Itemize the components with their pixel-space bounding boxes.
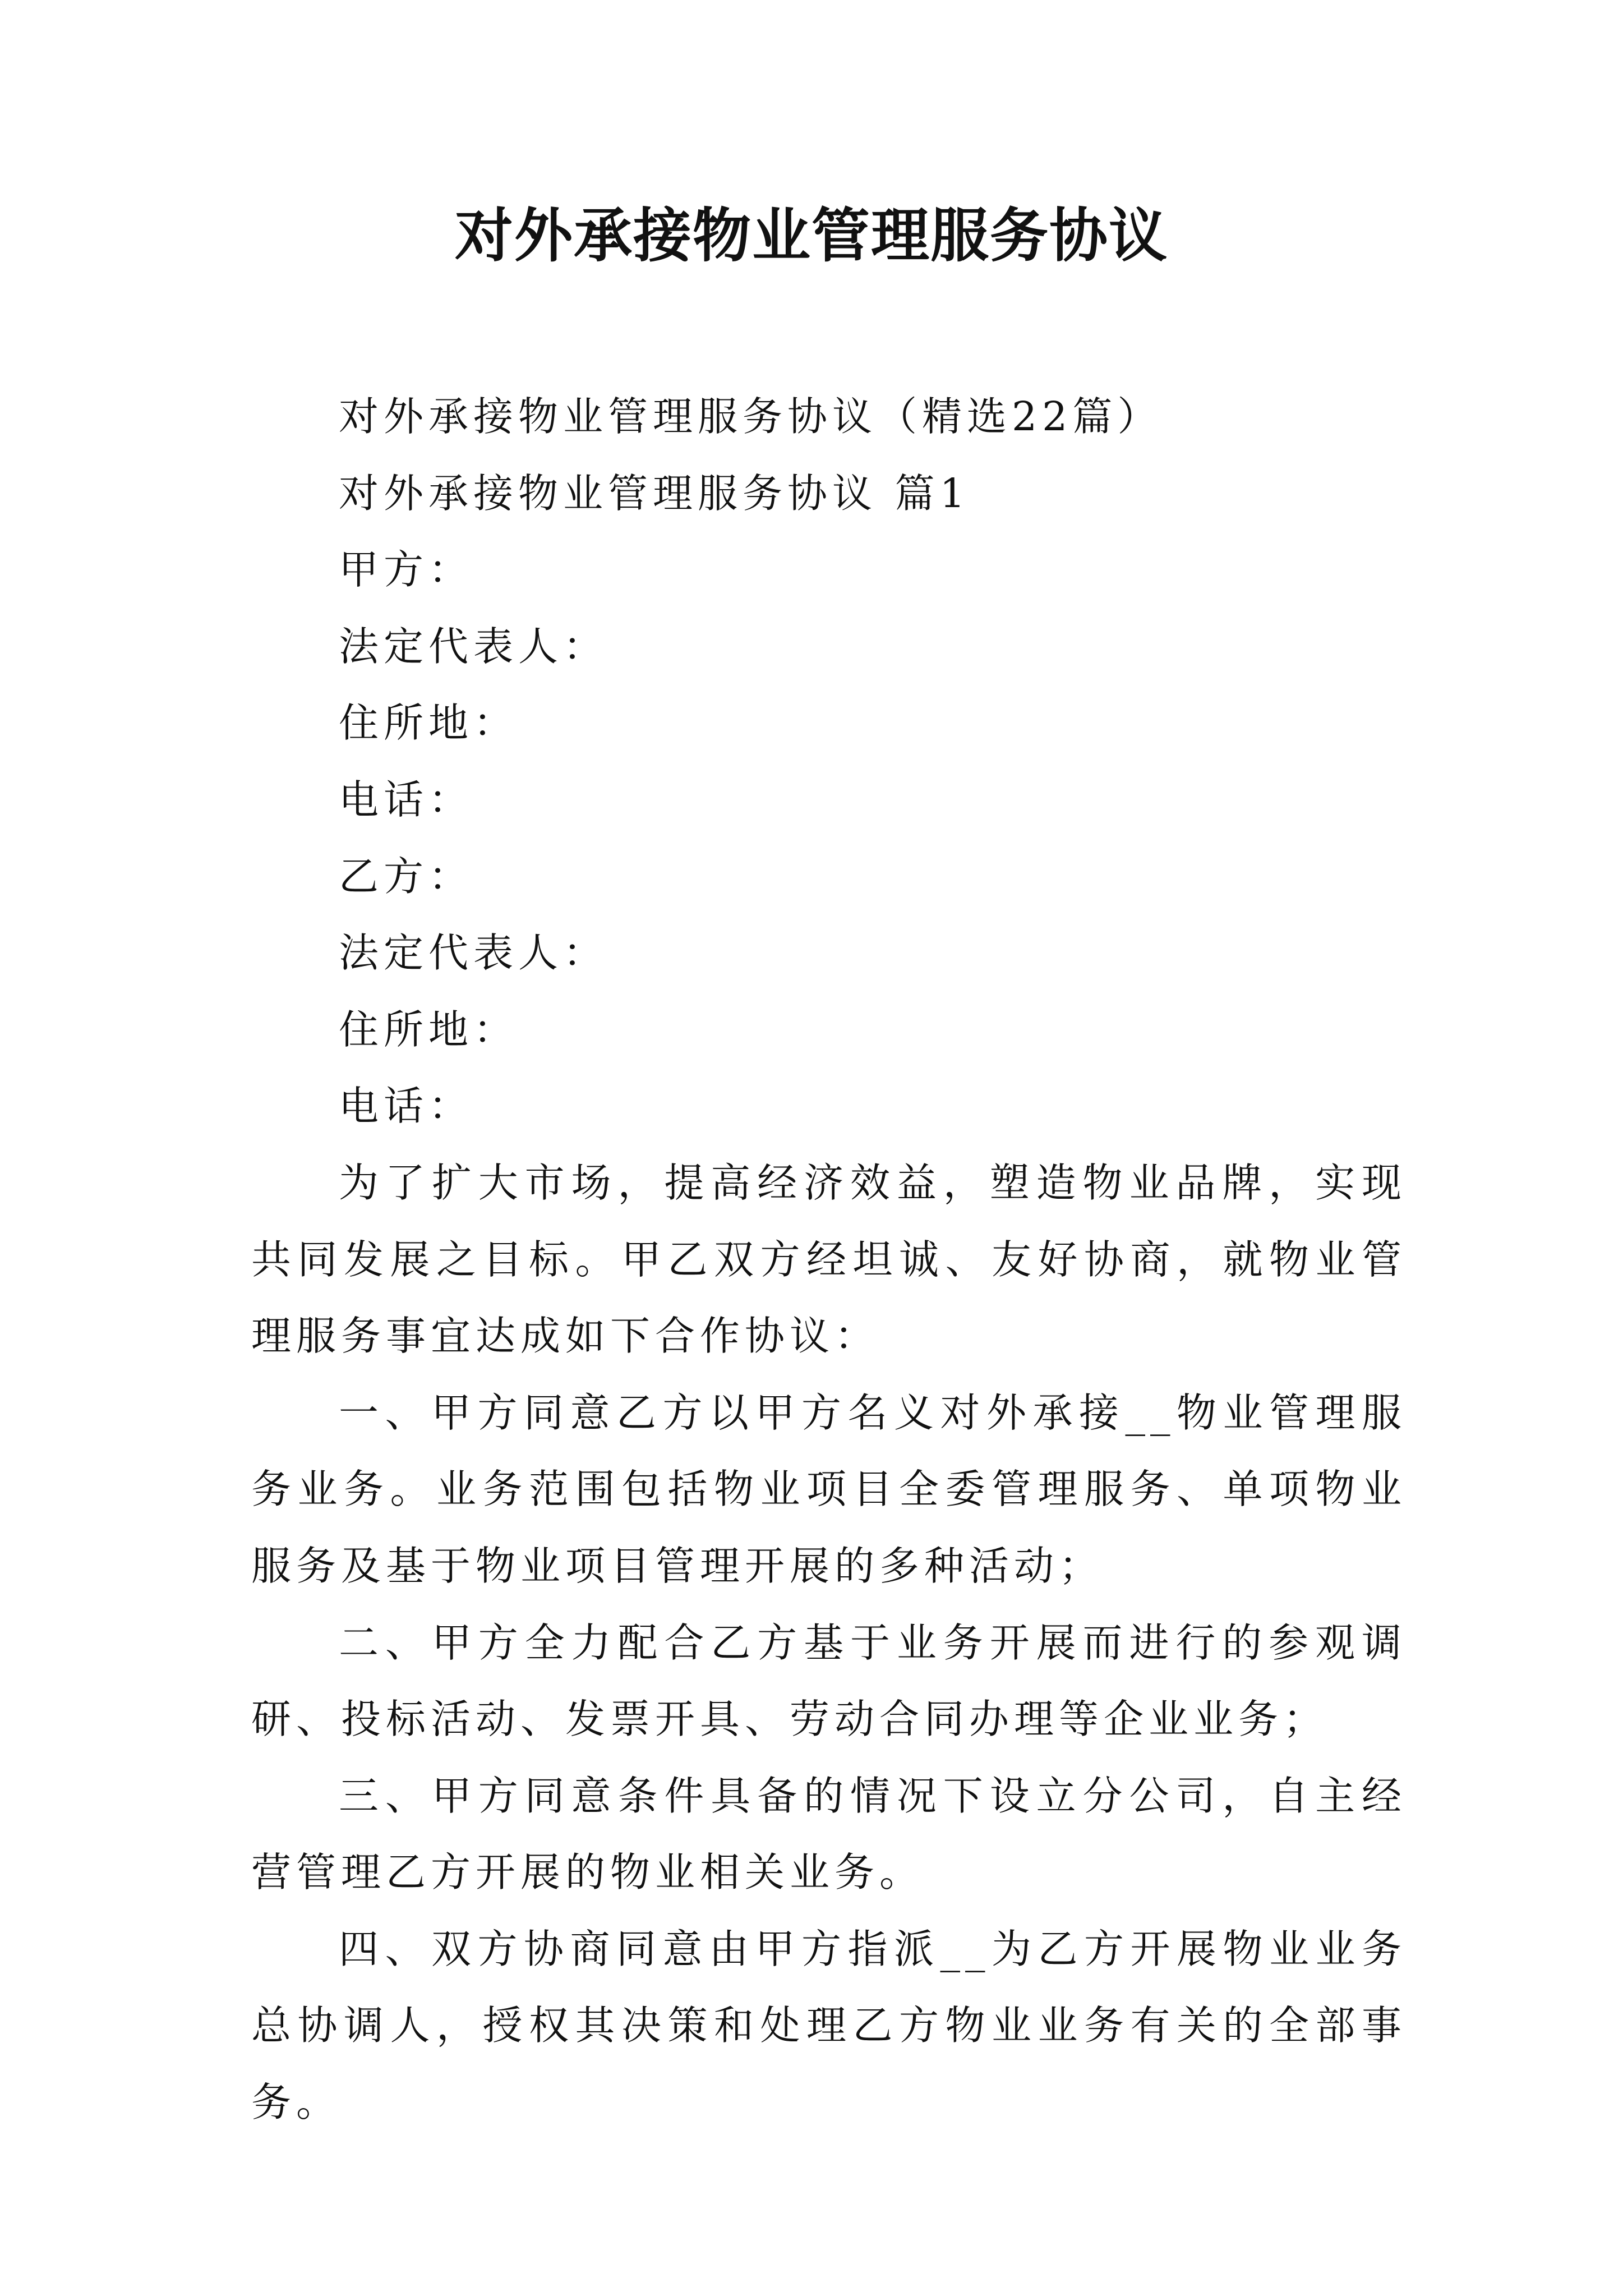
party-b-phone: 电话：	[339, 1083, 474, 1130]
document-title: 对外承接物业管理服务协议	[454, 201, 1168, 270]
party-b-legal-representative: 法定代表人：	[339, 930, 608, 977]
party-a-phone: 电话：	[339, 776, 474, 823]
clause-4: 四、双方协商同意由甲方指派__为乙方开展物业业务总协调人，授权其决策和处理乙方物业业务有关的全部事务。	[251, 1925, 1407, 2126]
clause-2: 二、甲方全力配合乙方基于业务开展而进行的参观调研、投标活动、发票开具、劳动合同办理等企业业务；	[251, 1619, 1407, 1743]
document-body	[251, 379, 1407, 2141]
section-heading: 对外承接物业管理服务协议 篇1	[339, 470, 970, 517]
party-a-address: 住所地：	[339, 700, 519, 747]
party-b-label: 乙方：	[339, 853, 474, 900]
preamble-paragraph: 为了扩大市场，提高经济效益，塑造物业品牌，实现共同发展之目标。甲乙双方经坦诚、友好协商，就物业管理服务事宜达成如下合作协议：	[251, 1159, 1407, 1360]
party-a-label: 甲方：	[339, 546, 474, 593]
clause-3: 三、甲方同意条件具备的情况下设立分公司，自主经营管理乙方开展的物业相关业务。	[251, 1772, 1407, 1896]
party-a-legal-representative: 法定代表人：	[339, 623, 608, 670]
party-b-address: 住所地：	[339, 1006, 519, 1053]
document-subtitle: 对外承接物业管理服务协议（精选22篇）	[339, 393, 1163, 440]
clause-1: 一、甲方同意乙方以甲方名义对外承接__物业管理服务业务。业务范围包括物业项目全委管理服务、单项物业服务及基于物业项目管理开展的多种活动；	[251, 1389, 1407, 1589]
